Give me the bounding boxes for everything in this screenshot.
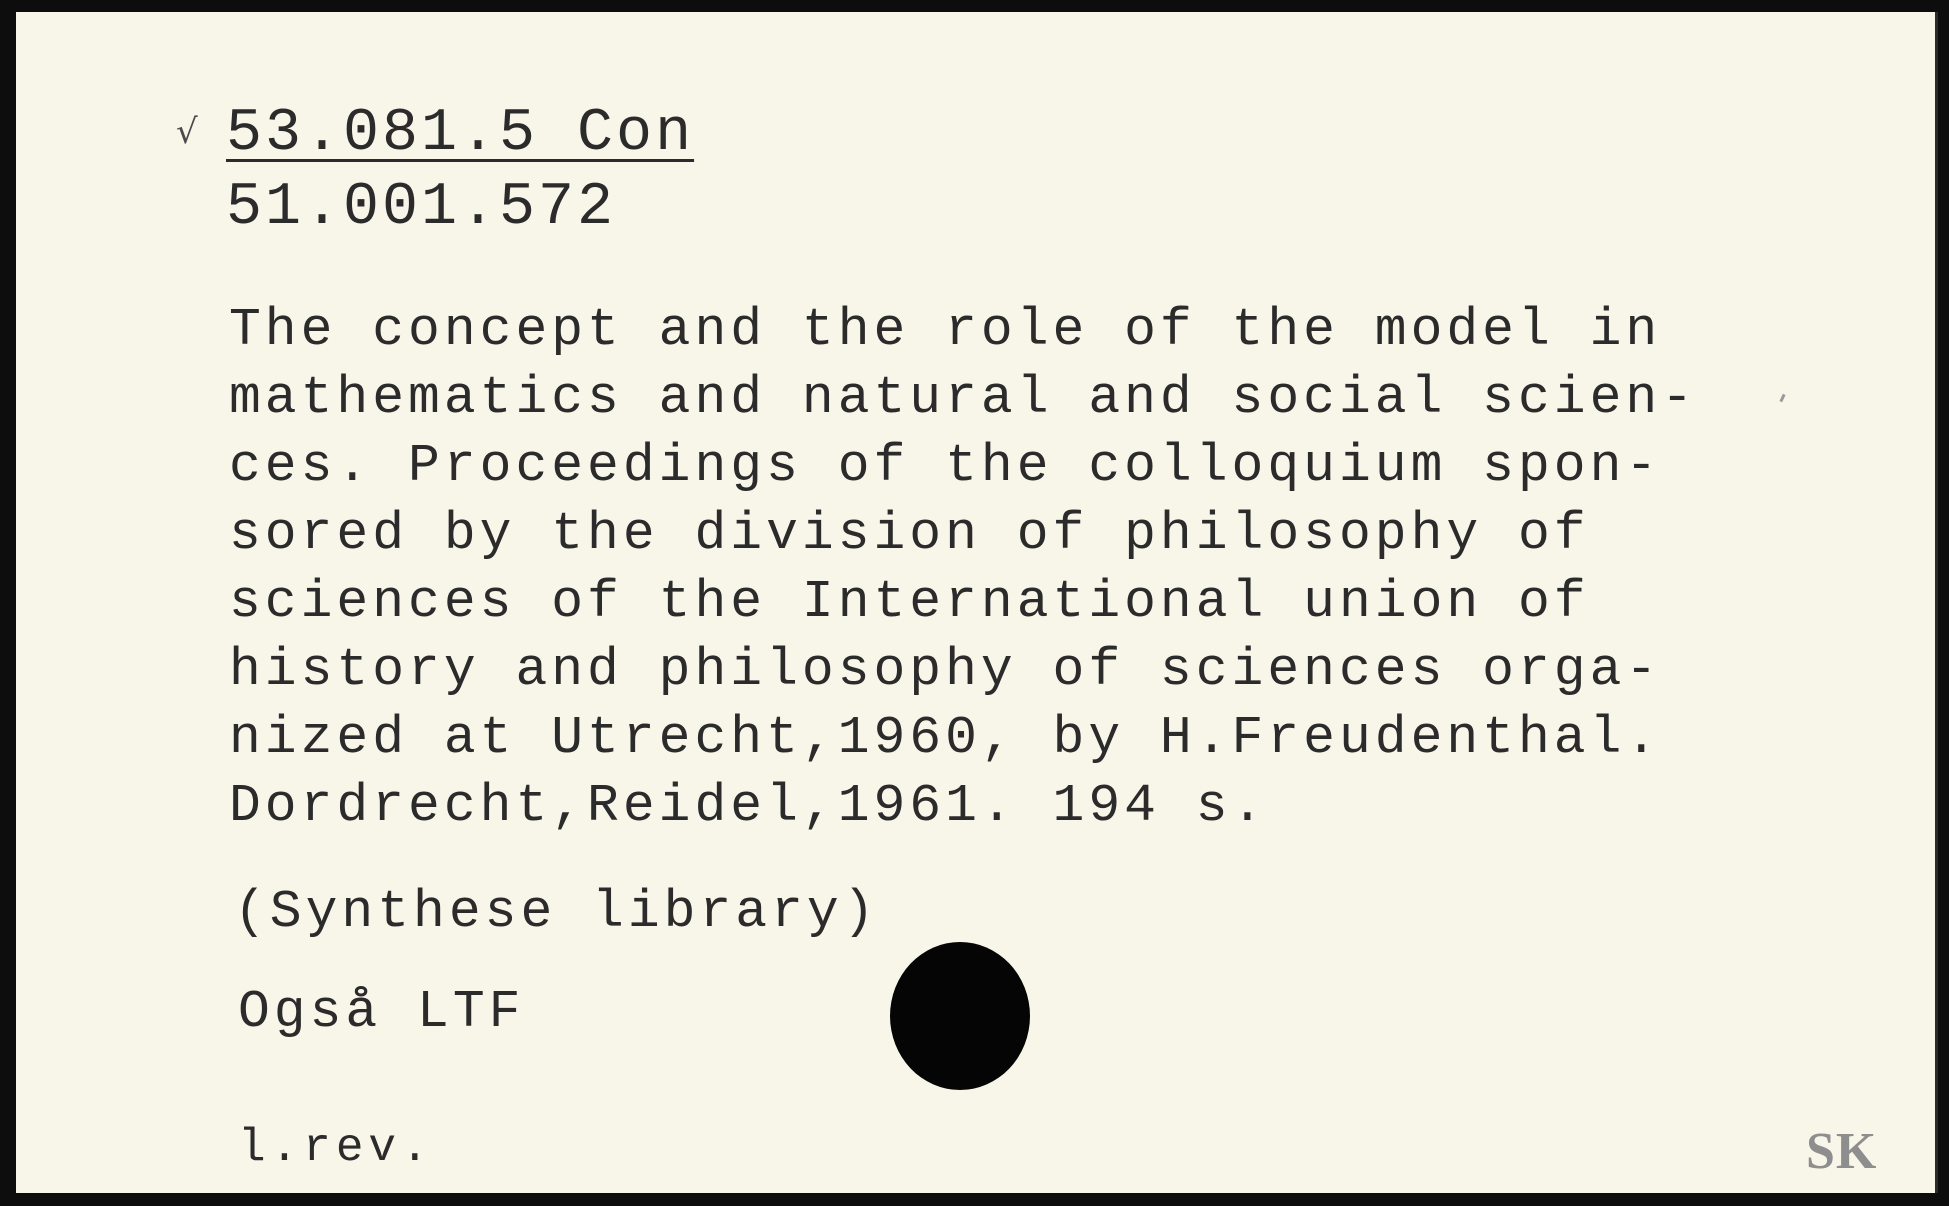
- catalog-card: [16, 12, 1938, 1193]
- description-line: mathematics and natural and social scien-: [229, 368, 1698, 428]
- description-line: sored by the division of philosophy of: [229, 504, 1590, 564]
- description-line: Dordrecht,Reidel,1961. 194 s.: [229, 776, 1268, 836]
- description-line: history and philosophy of sciences orga-: [229, 640, 1662, 700]
- class-number: 51.001.572: [226, 174, 617, 242]
- series-note: (Synthese library): [234, 882, 879, 942]
- description-line: sciences of the International union of: [229, 572, 1590, 632]
- library-stamp: SK: [1806, 1123, 1878, 1180]
- call-number: 53.081.5 Con: [226, 100, 695, 168]
- revision-note: l.rev.: [238, 1122, 434, 1174]
- description-line: nized at Utrecht,1960, by H.Freudenthal.: [229, 708, 1662, 768]
- check-mark-icon: √: [176, 112, 198, 152]
- description-line: The concept and the role of the model in: [229, 300, 1662, 360]
- description-line: ces. Proceedings of the colloquium spon-: [229, 436, 1662, 496]
- also-note: Også LTF: [238, 982, 525, 1042]
- bibliographic-description: [229, 296, 1789, 840]
- punch-hole: [890, 942, 1030, 1090]
